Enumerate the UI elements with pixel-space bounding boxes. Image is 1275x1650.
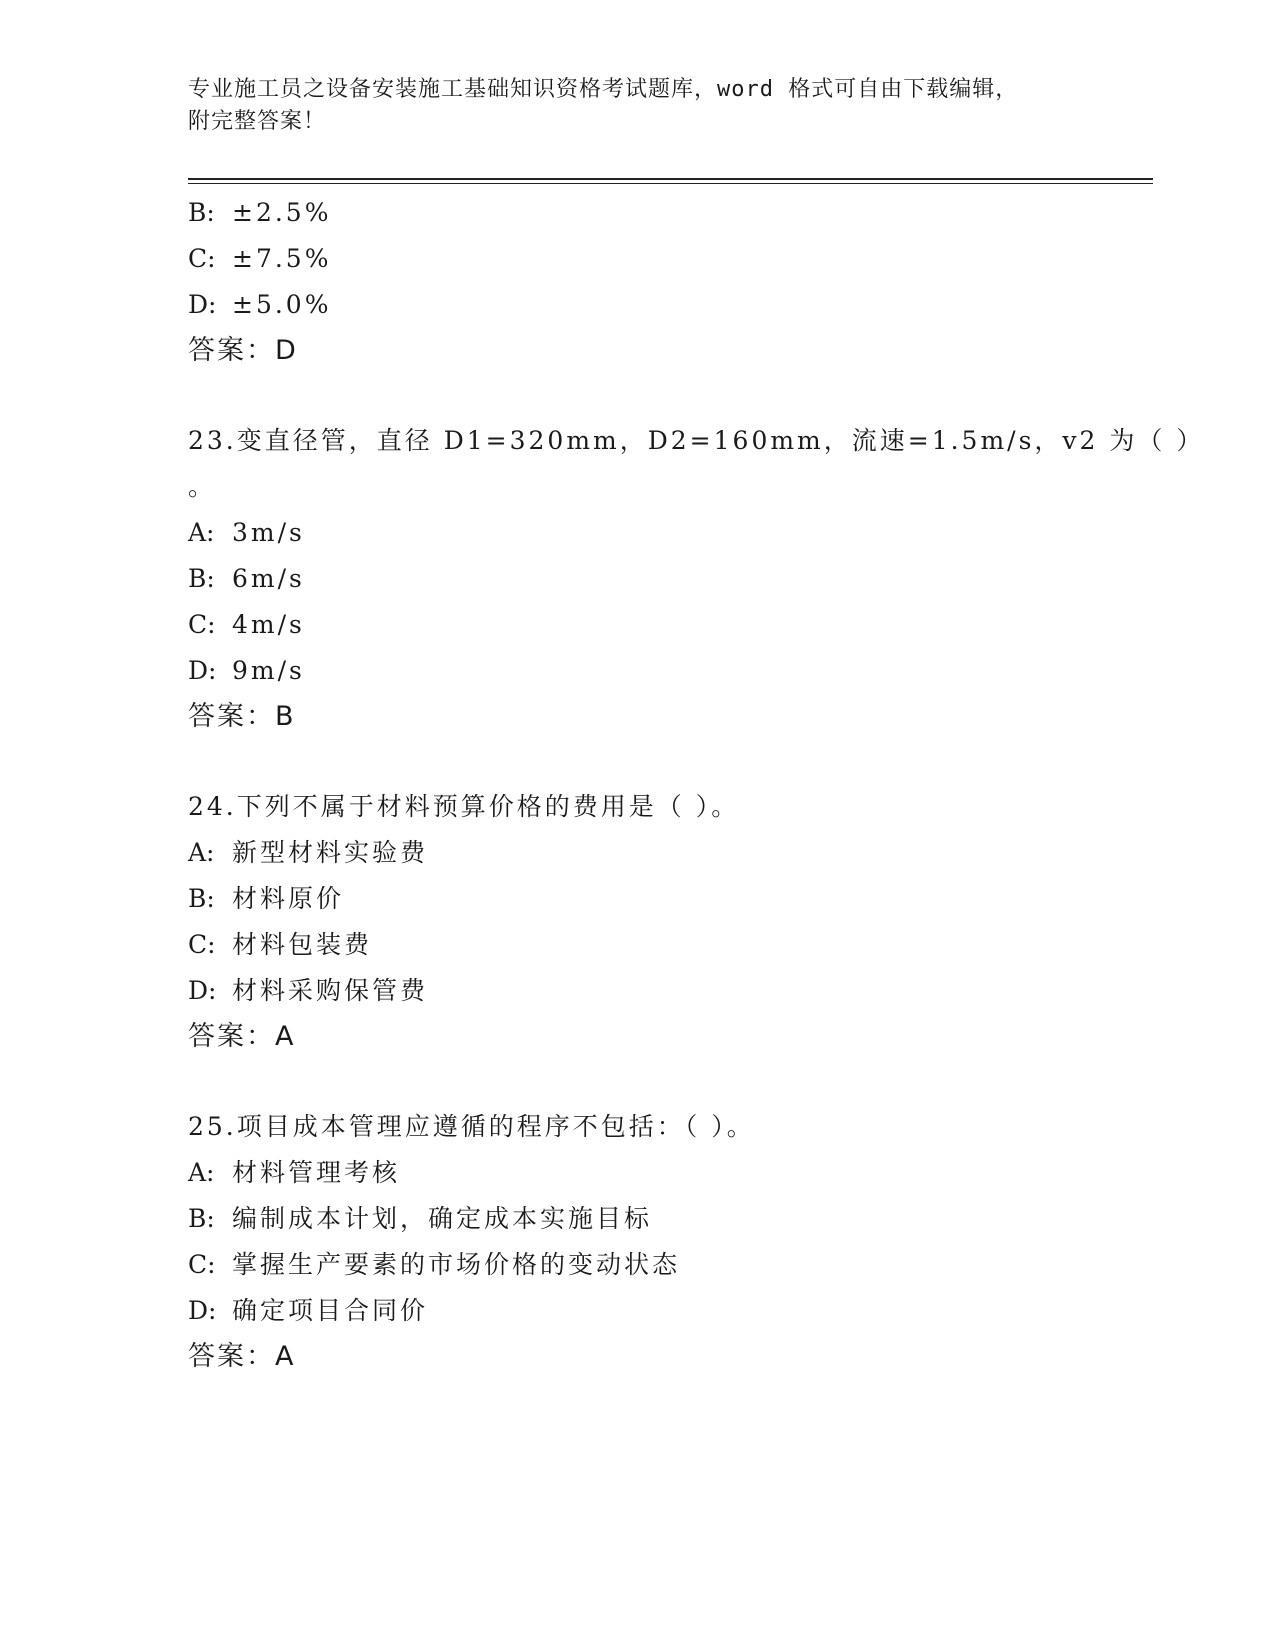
question-stem: 25.项目成本管理应遵循的程序不包括：（ ）。 <box>188 1112 755 1141</box>
option-row <box>188 236 1148 282</box>
header-line-2: 附完整答案！ <box>188 109 327 134</box>
option-key: D: <box>188 976 217 1005</box>
question-22-continuation <box>188 190 1148 374</box>
option-row <box>188 1242 1148 1288</box>
option-text: 掌握生产要素的市场价格的变动状态 <box>232 1250 681 1279</box>
question-stem-continuation: 。 <box>188 472 217 501</box>
option-row <box>188 1196 1148 1242</box>
option-key: B: <box>188 198 215 227</box>
option-text: ±5.0% <box>232 290 332 319</box>
header-divider-top <box>188 178 1153 180</box>
question-stem: 23.变直径管，直径 D1=320mm，D2=160mm，流速=1.5m/s，v2 为（ ） <box>188 426 1205 455</box>
header-line-1: 专业施工员之设备安装施工基础知识资格考试题库，word 格式可自由下载编辑， <box>188 77 1019 102</box>
option-text: 9m/s <box>232 656 305 685</box>
option-text: 3m/s <box>232 518 305 547</box>
option-key: B: <box>188 1204 215 1233</box>
option-text: ±7.5% <box>232 244 332 273</box>
option-key: C: <box>188 930 216 959</box>
answer-line: 答案：A <box>188 1341 296 1372</box>
option-row <box>188 1288 1148 1334</box>
answer-line: 答案：D <box>188 335 298 366</box>
option-key: D: <box>188 656 217 685</box>
question-23 <box>188 418 1205 740</box>
option-text: 编制成本计划，确定成本实施目标 <box>232 1204 653 1233</box>
option-text: ±2.5% <box>232 198 332 227</box>
option-row <box>188 602 1148 648</box>
option-key: D: <box>188 1296 217 1325</box>
option-key: A: <box>188 518 215 547</box>
option-row <box>188 556 1148 602</box>
spacer <box>188 374 1148 418</box>
question-24 <box>188 784 1148 1060</box>
option-row <box>188 648 1148 694</box>
option-row <box>188 1150 1148 1196</box>
option-row <box>188 876 1148 922</box>
option-key: C: <box>188 1250 216 1279</box>
option-row <box>188 968 1148 1014</box>
spacer <box>188 740 1148 784</box>
option-row <box>188 510 1148 556</box>
option-text: 新型材料实验费 <box>232 838 429 867</box>
option-text: 材料原价 <box>232 884 345 913</box>
option-key: C: <box>188 610 216 639</box>
option-row <box>188 830 1148 876</box>
answer-line: 答案：A <box>188 1021 296 1052</box>
option-key: C: <box>188 244 216 273</box>
option-text: 4m/s <box>232 610 305 639</box>
option-key: B: <box>188 564 215 593</box>
option-key: A: <box>188 838 215 867</box>
option-row <box>188 282 1148 328</box>
question-stem: 24.下列不属于材料预算价格的费用是（ ）。 <box>188 792 740 821</box>
option-key: B: <box>188 884 215 913</box>
question-25 <box>188 1104 1148 1380</box>
question-list <box>188 190 1205 1380</box>
option-row <box>188 922 1148 968</box>
spacer <box>188 1060 1148 1104</box>
option-text: 6m/s <box>232 564 305 593</box>
option-key: A: <box>188 1158 215 1187</box>
header-divider-bottom <box>188 183 1153 184</box>
option-key: D: <box>188 290 217 319</box>
document-header <box>188 74 1088 138</box>
option-text: 材料管理考核 <box>232 1158 401 1187</box>
option-row <box>188 190 1148 236</box>
answer-line: 答案：B <box>188 701 296 732</box>
option-text: 材料包装费 <box>232 930 373 959</box>
option-text: 确定项目合同价 <box>232 1296 429 1325</box>
option-text: 材料采购保管费 <box>232 976 429 1005</box>
